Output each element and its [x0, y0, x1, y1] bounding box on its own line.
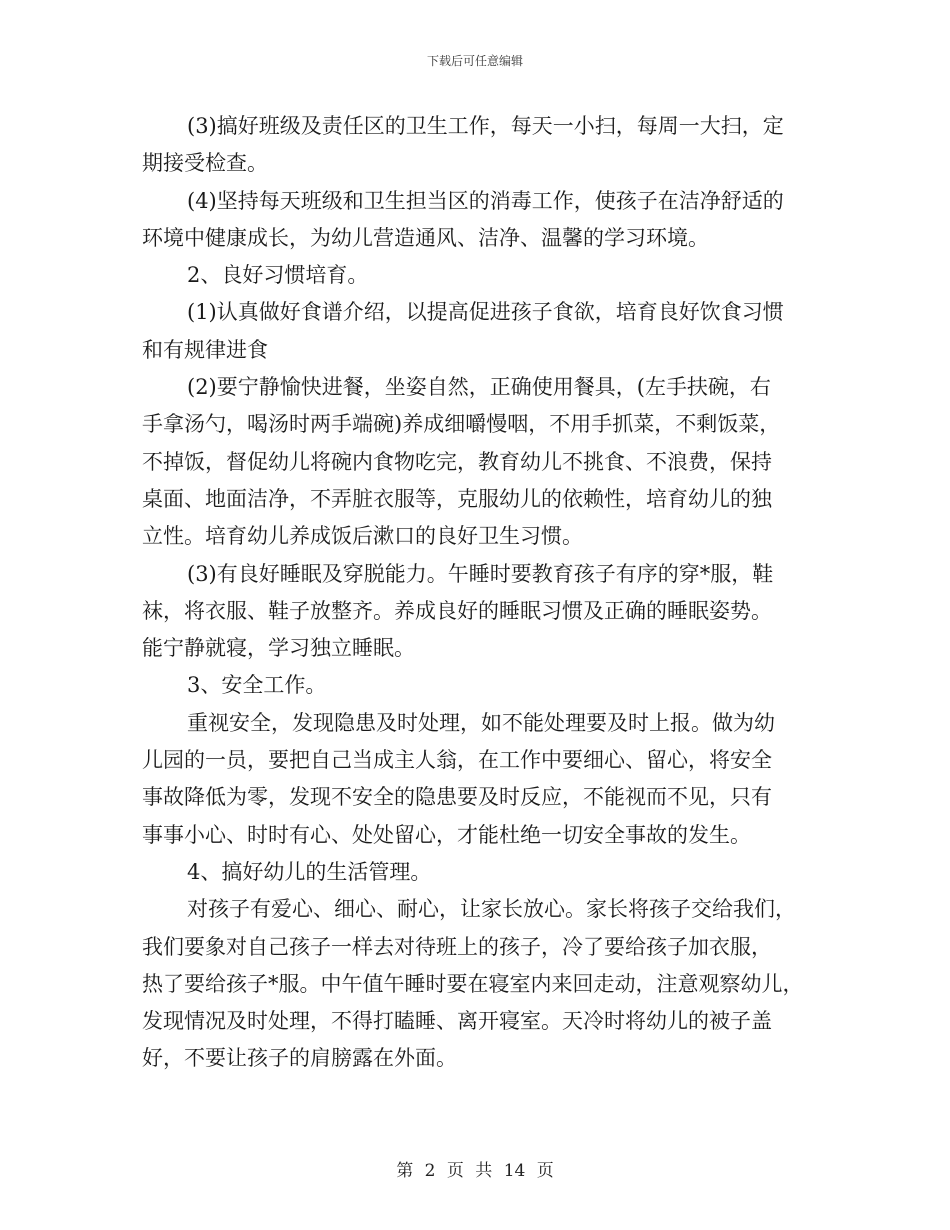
section-heading: 4、搞好幼儿的生活管理。 [187, 859, 432, 884]
paragraph-line: (3)有良好睡眠及穿脱能力。午睡时要教育孩子有序的穿*服，鞋 [187, 561, 774, 586]
page-number-footer: 第 2 页 共 14 页 [396, 1161, 554, 1181]
paragraph-line: 好，不要让孩子的肩膀露在外面。 [142, 1046, 457, 1071]
page-header: 下载后可任意编辑 [426, 54, 523, 68]
paragraph-line: 发现情况及时处理，不得打瞌睡、离开寝室。天冷时将幼儿的被子盖 [142, 1009, 772, 1034]
paragraph-line: 手拿汤勺，喝汤时两手端碗)养成细嚼慢咽，不用手抓菜，不剩饭菜， [142, 412, 781, 437]
paragraph-line: 不掉饭，督促幼儿将碗内食物吃完，教育幼儿不挑食、不浪费，保持 [142, 449, 772, 474]
paragraph-line: (3)搞好班级及责任区的卫生工作，每天一小扫，每周一大扫，定 [187, 114, 784, 138]
paragraph-line: 儿园的一员，要把自己当成主人翁，在工作中要细心、留心，将安全 [142, 748, 772, 773]
paragraph-line: 重视安全，发现隐患及时处理，如不能处理要及时上报。做为幼 [187, 710, 775, 735]
paragraph-line: 袜，将衣服、鞋子放整齐。养成良好的睡眠习惯及正确的睡眠姿势。 [142, 598, 772, 623]
paragraph-line: 和有规律进食 [142, 337, 268, 362]
paragraph-line: 事故降低为零，发现不安全的隐患要及时反应，不能视而不见，只有 [142, 785, 772, 810]
section-heading: 3、安全工作。 [187, 673, 327, 698]
paragraph-line: 立性。培育幼儿养成饭后漱口的良好卫生习惯。 [142, 524, 583, 549]
paragraph-line: 环境中健康成长，为幼儿营造通风、洁净、温馨的学习环境。 [142, 225, 709, 250]
paragraph-line: (1)认真做好食谱介绍，以提高促进孩子食欲，培育良好饮食习惯 [187, 300, 784, 325]
paragraph-line: 桌面、地面洁净，不弄脏衣服等，克服幼儿的依赖性，培育幼儿的独 [142, 486, 772, 511]
paragraph-line: 期接受检查。 [142, 151, 268, 176]
paragraph-line: 能宁静就寝，学习独立睡眠。 [142, 636, 415, 661]
paragraph-line: 我们要象对自己孩子一样去对待班上的孩子，冷了要给孩子加衣服， [142, 934, 772, 959]
document-body [142, 108, 812, 1078]
paragraph-line: 事事小心、时时有心、处处留心，才能杜绝一切安全事故的发生。 [142, 822, 751, 847]
paragraph-line: (2)要宁静愉快进餐，坐姿自然，正确使用餐具，(左手扶碗，右 [187, 375, 771, 400]
paragraph-line: 对孩子有爱心、细心、耐心，让家长放心。家长将孩子交给我们， [187, 897, 796, 922]
section-heading: 2、良好习惯培育。 [187, 263, 369, 288]
paragraph-line: (4)坚持每天班级和卫生担当区的消毒工作，使孩子在洁净舒适的 [187, 188, 784, 213]
paragraph-line: 热了要给孩子*服。中午值午睡时要在寝室内来回走动，注意观察幼儿， [142, 971, 804, 996]
